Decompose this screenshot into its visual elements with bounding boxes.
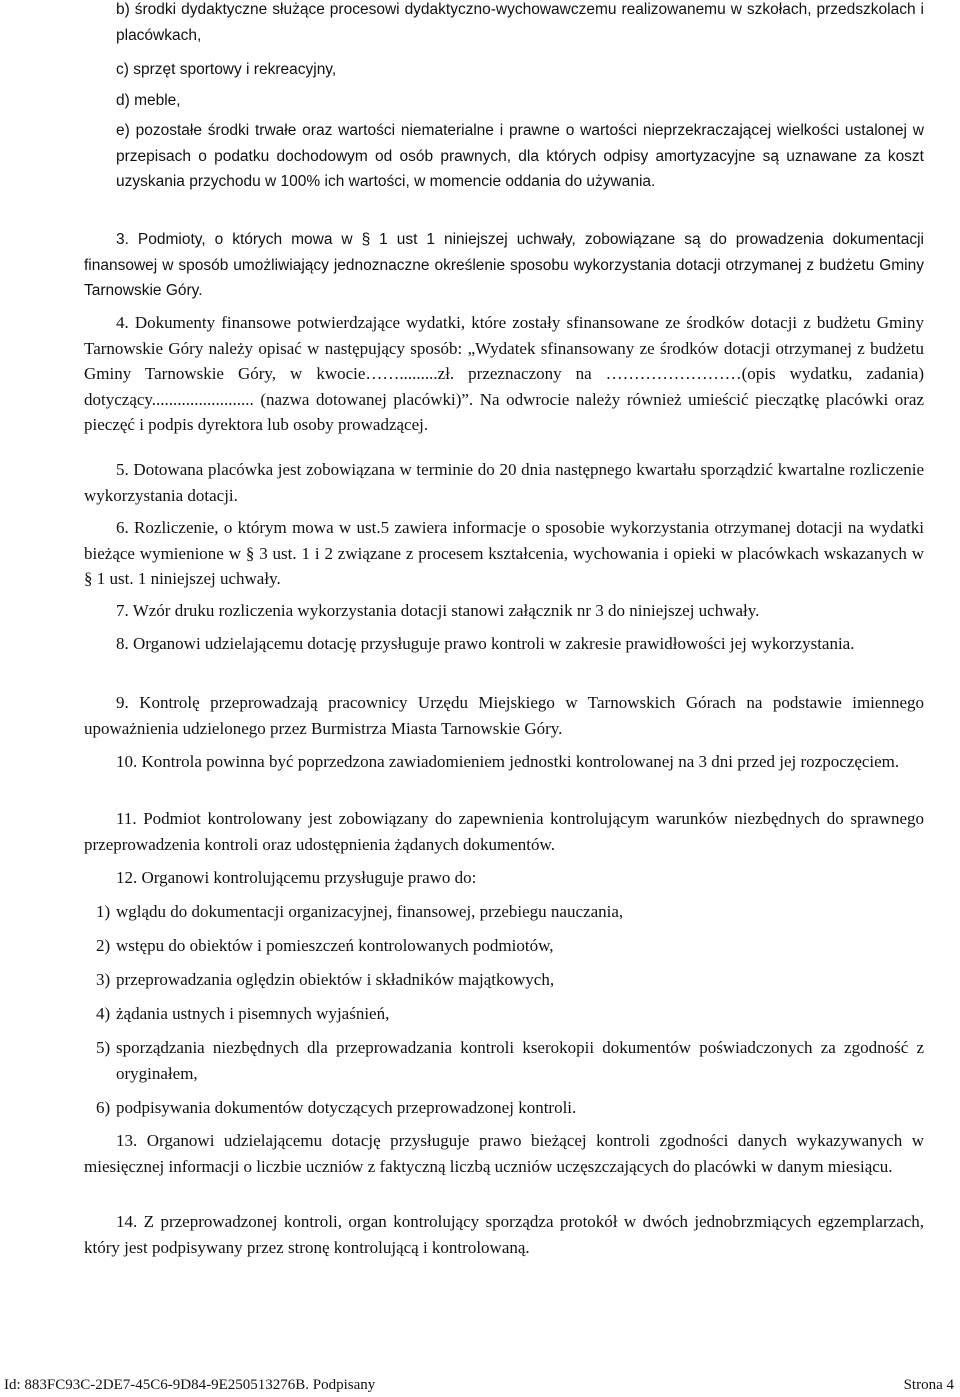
list-item [84, 899, 924, 925]
list-item-text: przeprowadzania oględzin obiektów i składników majątkowych, [116, 970, 555, 989]
list-item-number: 3) [96, 970, 111, 989]
paragraph-13: 13. Organowi udzielającemu dotację przysługuje prawo bieżącej kontroli zgodności danych wykazywanych w miesięcznej informacji o liczbie uczniów z faktyczną liczbą uczniów uczęszczających do placówki w danym miesiącu. [84, 1131, 924, 1176]
list-item-number: 2) [96, 936, 111, 955]
list-item-number: 6) [96, 1098, 111, 1117]
list-item [84, 1001, 924, 1027]
item-e: e) pozostałe środki trwałe oraz wartości niematerialne i prawne o wartości nieprzekraczającej wielkości ustalonej w przepisach o podatku dochodowym od osób prawnych, dla których odpisy amortyzacyjne są uznawane za koszt uzyskania przychodu w 100% ich wartości, w momencie oddania do używania. [116, 122, 924, 190]
list-item-number: 4) [96, 1004, 111, 1023]
list-item [84, 933, 924, 959]
list-item-number: 5) [96, 1038, 111, 1057]
paragraph-12: 12. Organowi kontrolującemu przysługuje prawo do: [116, 868, 477, 887]
page-number: Strona 4 [903, 1377, 954, 1393]
paragraph-10: 10. Kontrola powinna być poprzedzona zawiadomieniem jednostki kontrolowanej na 3 dni przed jej rozpoczęciem. [116, 752, 900, 771]
paragraph-11: 11. Podmiot kontrolowany jest zobowiązany do zapewnienia kontrolującym warunków niezbędnych do sprawnego przeprowadzenia kontroli oraz udostępnienia żądanych dokumentów. [84, 809, 924, 854]
paragraph-6: 6. Rozliczenie, o którym mowa w ust.5 zawiera informacje o sposobie wykorzystania otrzymanej dotacji na wydatki bieżące wymienione w § 3 ust. 1 i 2 związane z procesem kształcenia, wychowania i opieki w placówkach wskazanych w § 1 ust. 1 niniejszej uchwały. [84, 518, 924, 588]
paragraph-14: 14. Z przeprowadzonej kontroli, organ kontrolujący sporządza protokół w dwóch jednobrzmiących egzemplarzach, który jest podpisywany przez stronę kontrolującą i kontrolowaną. [84, 1212, 924, 1257]
paragraph-3: 3. Podmioty, o których mowa w § 1 ust 1 niniejszej uchwały, zobowiązane są do prowadzenia dokumentacji finansowej w sposób umożliwiający jednoznaczne określenie sposobu wykorzystania dotacji otrzymanej z budżetu Gminy Tarnowskie Góry. [84, 231, 924, 299]
paragraph-5: 5. Dotowana placówka jest zobowiązana w terminie do 20 dnia następnego kwartału sporządzić kwartalne rozliczenie wykorzystania dotacji. [84, 460, 924, 505]
list-item-number: 1) [96, 902, 111, 921]
item-b: b) środki dydaktyczne służące procesowi dydaktyczno-wychowawczemu realizowanemu w szkołach, przedszkolach i placówkach, [116, 1, 924, 44]
list-item-text: żądania ustnych i pisemnych wyjaśnień, [116, 1004, 390, 1023]
list-item-text: podpisywania dokumentów dotyczących przeprowadzonej kontroli. [116, 1098, 577, 1117]
document-id: Id: 883FC93C-2DE7-45C6-9D84-9E250513276B. Podpisany [4, 1377, 376, 1393]
paragraph-9: 9. Kontrolę przeprowadzają pracownicy Urzędu Miejskiego w Tarnowskich Górach na podstawie imiennego upoważnienia udzielonego przez Burmistrza Miasta Tarnowskie Góry. [84, 693, 924, 738]
list-item [84, 967, 924, 993]
list-item-text: wstępu do obiektów i pomieszczeń kontrolowanych podmiotów, [116, 936, 554, 955]
list-item-text: wglądu do dokumentacji organizacyjnej, finansowej, przebiegu nauczania, [116, 902, 624, 921]
item-d: d) meble, [116, 92, 181, 109]
paragraph-7: 7. Wzór druku rozliczenia wykorzystania dotacji stanowi załącznik nr 3 do niniejszej uchwały. [116, 601, 760, 620]
paragraph-8: 8. Organowi udzielającemu dotację przysługuje prawo kontroli w zakresie prawidłowości jej wykorzystania. [116, 634, 855, 653]
page-footer [0, 1375, 960, 1397]
list-item-text: sporządzania niezbędnych dla przeprowadzania kontroli kserokopii dokumentów poświadczonych za zgodność z oryginałem, [116, 1038, 924, 1083]
item-c: c) sprzęt sportowy i rekreacyjny, [116, 61, 337, 78]
list-item [84, 1035, 924, 1086]
paragraph-4: 4. Dokumenty finansowe potwierdzające wydatki, które zostały sfinansowane ze środków dotacji z budżetu Gminy Tarnowskie Góry należy opisać w następujący sposób: „Wydatek sfinansowany ze środków dotacji otrzymanej z budżetu Gminy Tarnowskie Góry, w kwocie…….........zł. przeznaczony na ……………………(opis wydatku, zadania) dotyczący........................ (nazwa dotowanej placówki)”. Na odwrocie należy również umieścić pieczątkę placówki oraz pieczęć i podpis dyrektora lub osoby prowadzącej. [84, 313, 924, 434]
list-item [84, 1095, 924, 1121]
